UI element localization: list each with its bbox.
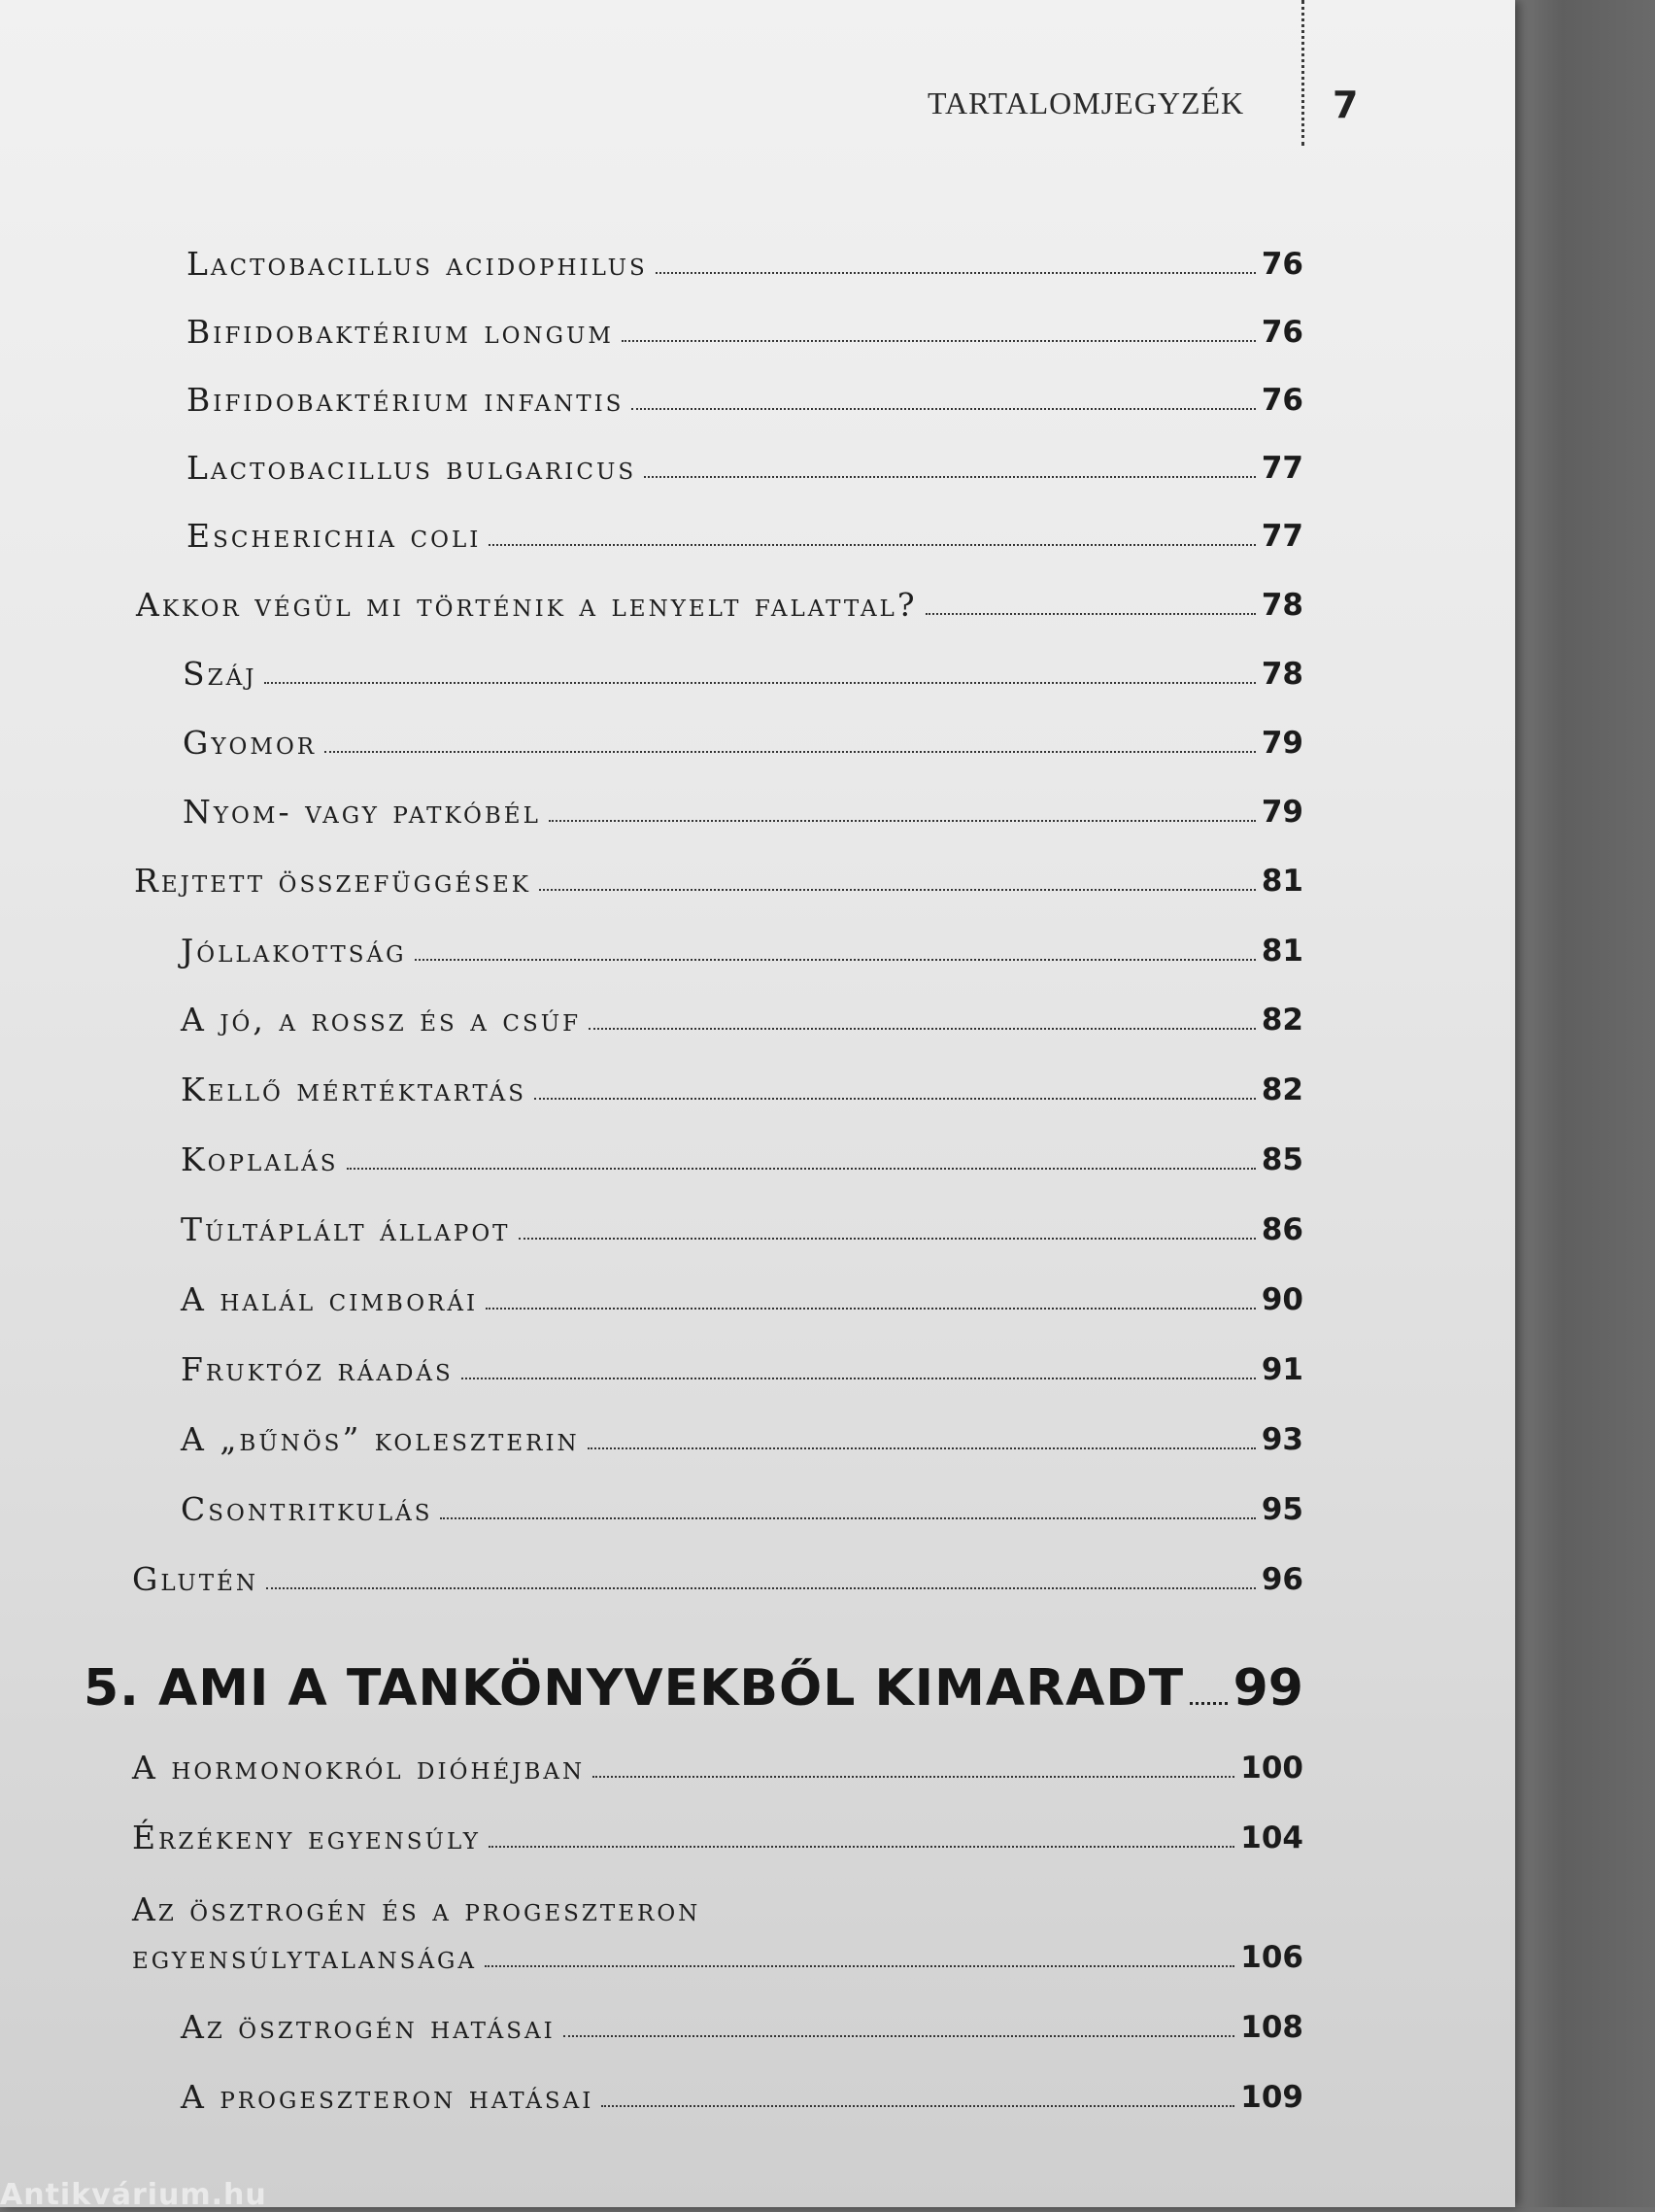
toc-entry-label: Koplalás xyxy=(181,1140,339,1178)
toc-entry xyxy=(132,1821,1303,1854)
page-number: 7 xyxy=(1333,84,1359,126)
chapter-heading xyxy=(84,1659,1303,1718)
toc-entry-page: 108 xyxy=(1240,2010,1303,2045)
toc-entry-page: 109 xyxy=(1240,2080,1303,2115)
toc-entry-page: 104 xyxy=(1240,1821,1303,1855)
dot-leader xyxy=(486,1308,1256,1310)
chapter-title: 5. AMI A TANKÖNYVEKBŐL KIMARADT xyxy=(84,1659,1185,1718)
toc-entry xyxy=(181,2008,1303,2046)
toc-entry-page: 95 xyxy=(1261,1492,1303,1527)
toc-entry-label: Rejtett összefüggések xyxy=(134,862,531,900)
dot-leader xyxy=(622,340,1256,342)
dot-leader xyxy=(539,889,1256,891)
toc-entry-page: 93 xyxy=(1261,1422,1303,1457)
dot-leader xyxy=(644,476,1256,478)
toc-entry-page: 96 xyxy=(1261,1562,1303,1597)
toc-entry-label: Csontritkulás xyxy=(181,1490,433,1528)
dot-leader xyxy=(601,2105,1234,2107)
toc-entry xyxy=(186,245,1303,283)
toc-entry xyxy=(181,1210,1303,1248)
dot-leader xyxy=(563,2035,1235,2037)
toc-entry-label: Glutén xyxy=(132,1560,259,1598)
toc-entry-page: 76 xyxy=(1261,315,1303,350)
dot-leader xyxy=(592,1776,1234,1778)
dot-leader xyxy=(489,544,1256,546)
dot-leader xyxy=(461,1378,1256,1379)
toc-entry xyxy=(181,1073,1303,1106)
toc-entry-page: 81 xyxy=(1261,934,1303,969)
toc-entry-page: 78 xyxy=(1261,588,1303,623)
toc-entry-page: 82 xyxy=(1261,1003,1303,1038)
toc-entry-label: Bifidobaktérium infantis xyxy=(186,381,625,419)
toc-entry-label: Lactobacillus acidophilus xyxy=(186,245,648,283)
toc-entry-label: Escherichia coli xyxy=(186,517,482,555)
toc-entry-page: 81 xyxy=(1261,864,1303,899)
toc-entry-page: 78 xyxy=(1261,657,1303,692)
toc-entry-page: 82 xyxy=(1261,1072,1303,1107)
toc-entry xyxy=(186,381,1303,419)
toc-entry xyxy=(183,724,1303,762)
toc-entry-page: 79 xyxy=(1261,726,1303,761)
toc-entry-page: 85 xyxy=(1261,1142,1303,1177)
toc-entry-label: Gyomor xyxy=(183,724,318,762)
toc-entry xyxy=(181,1490,1303,1528)
toc-entry-page: 86 xyxy=(1261,1212,1303,1247)
toc-entry-label: A progeszteron hatásai xyxy=(181,2078,594,2116)
toc-entry-label-line1: Az ösztrogén és a progeszteron xyxy=(132,1890,701,1928)
toc-entry-page: 76 xyxy=(1261,383,1303,418)
dot-leader xyxy=(489,1846,1234,1848)
chapter-page: 99 xyxy=(1233,1659,1303,1718)
toc-entry xyxy=(181,1001,1303,1038)
dot-leader xyxy=(415,959,1256,961)
toc-entry-page: 77 xyxy=(1261,519,1303,554)
toc-entry-page: 79 xyxy=(1261,795,1303,830)
toc-entry-page: 91 xyxy=(1261,1352,1303,1387)
dot-leader xyxy=(440,1517,1255,1519)
dot-leader xyxy=(631,408,1255,410)
dot-leader xyxy=(534,1098,1256,1100)
watermark-text: Antikvárium.hu xyxy=(0,2178,267,2212)
toc-entry-label: Jóllakottság xyxy=(181,932,407,970)
dot-leader xyxy=(324,751,1256,753)
toc-entry-label: Akkor végül mi történik a lenyelt falattal? xyxy=(136,586,918,624)
running-header-title: TARTALOMJEGYZÉK xyxy=(928,85,1245,120)
toc-entry xyxy=(181,1350,1303,1388)
toc-entry xyxy=(181,932,1303,970)
toc-entry-page: 90 xyxy=(1261,1282,1303,1317)
toc-entry xyxy=(186,313,1303,351)
toc-entry xyxy=(186,449,1303,487)
toc-entry xyxy=(181,1280,1303,1318)
toc-entry xyxy=(183,655,1303,693)
dot-leader xyxy=(266,1587,1256,1589)
toc-entry-label: Száj xyxy=(183,655,257,693)
header-divider xyxy=(1301,0,1304,146)
toc-entry xyxy=(132,1749,1303,1787)
dot-leader xyxy=(549,820,1256,822)
toc-entry-page: 106 xyxy=(1240,1940,1303,1975)
toc-entry xyxy=(181,2078,1303,2116)
toc-entry xyxy=(183,793,1303,831)
dot-leader xyxy=(485,1965,1234,1967)
dot-leader xyxy=(1190,1702,1228,1705)
dot-leader xyxy=(347,1168,1256,1170)
toc-entry xyxy=(186,517,1303,555)
toc-entry-label: Az ösztrogén hatásai xyxy=(181,2008,556,2046)
toc-entry-label: A jó, a rossz és a csúf xyxy=(181,1001,582,1038)
toc-entry xyxy=(136,586,1303,624)
toc-entry-page: 77 xyxy=(1261,451,1303,486)
toc-entry-label: A halál cimborái xyxy=(181,1280,479,1318)
toc-entry-label: A „bűnös” koleszterin xyxy=(181,1420,580,1458)
dot-leader xyxy=(264,682,1255,684)
toc-entry-page: 100 xyxy=(1240,1751,1303,1786)
toc-entry-label: Kellő mértéktartás xyxy=(181,1071,526,1108)
toc-entry xyxy=(132,1560,1303,1598)
toc-entry-label: A hormonokról dióhéjban xyxy=(132,1749,586,1787)
dot-leader xyxy=(588,1447,1256,1449)
toc-entry-label: Túltáplált állapot xyxy=(181,1210,511,1248)
background-surface xyxy=(1500,0,1655,2207)
dot-leader xyxy=(656,272,1256,274)
toc-entry-label: Bifidobaktérium longum xyxy=(186,313,614,351)
toc-entry xyxy=(181,1420,1303,1458)
toc-entry-label: Lactobacillus bulgaricus xyxy=(186,449,637,487)
dot-leader xyxy=(926,613,1256,615)
toc-entry xyxy=(181,1140,1303,1178)
toc-entry-page: 76 xyxy=(1261,247,1303,282)
toc-entry xyxy=(134,862,1303,900)
dot-leader xyxy=(519,1238,1256,1240)
dot-leader xyxy=(589,1028,1256,1030)
toc-entry-label: Fruktóz ráadás xyxy=(181,1350,454,1388)
toc-entry-label: Érzékeny egyensúly xyxy=(132,1819,481,1856)
toc-entry-label: Nyom- vagy patkóbél xyxy=(183,793,541,831)
toc-entry xyxy=(132,1938,1303,1976)
toc-entry-label-line2: egyensúlytalansága xyxy=(132,1938,478,1976)
